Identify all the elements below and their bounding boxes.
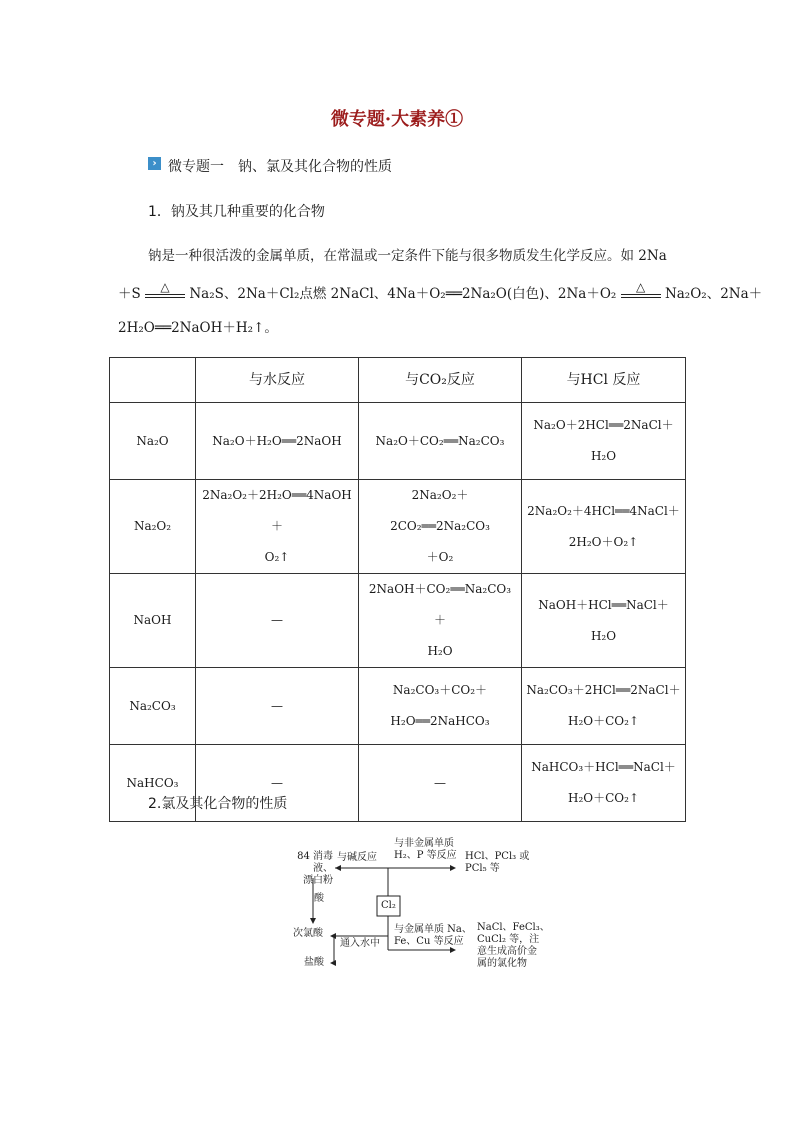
table-header-cell: 与HCl 反应	[522, 358, 686, 403]
subsection-sodium: 1．钠及其几种重要的化合物	[148, 204, 325, 220]
compound-cell: Na₂O	[110, 403, 196, 480]
diagram-text: CuCl₂ 等，注	[477, 934, 540, 945]
table-header-cell: 与CO₂反应	[359, 358, 522, 403]
equation-line: —	[271, 613, 283, 627]
product-hydrochloric-acid: 盐酸	[304, 957, 324, 968]
product-84-disinfectant	[283, 851, 333, 887]
equation-line: O₂↑	[264, 550, 290, 564]
equation-line: Na₂O＋2HCl══2NaCl＋	[533, 418, 674, 432]
product-nonmetal	[465, 851, 529, 875]
diagram-text: 意生成高价金	[477, 946, 537, 957]
diagram-text: 属的氯化物	[477, 958, 527, 969]
equation-line: H₂O＋CO₂↑	[568, 791, 639, 805]
equation-line: NaOH＋HCl══NaCl＋H₂O	[538, 597, 669, 643]
compound-cell: Na₂O₂	[110, 480, 196, 574]
page-title: 微专题·大素养①	[330, 109, 464, 130]
equation-line: Na₂O＋H₂O══2NaOH	[212, 433, 342, 448]
product-metal-chloride	[477, 922, 550, 970]
equation-line: —	[434, 775, 446, 790]
equation-line: 2Na₂O₂＋2CO₂══2Na₂CO₃	[390, 488, 490, 533]
compound-cell: NaHCO₃	[110, 745, 196, 822]
paragraph-line-1: 钠是一种很活泼的金属单质，在常温或一定条件下能与很多物质发生化学反应。如 2Na	[148, 248, 667, 264]
subsection-chlorine: 2.氯及其化合物的性质	[148, 796, 288, 812]
equation-line: H₂O══2NaHCO₃	[390, 714, 490, 728]
equation-line: —	[271, 698, 283, 713]
diagram-text: 84 消毒液、	[297, 851, 333, 874]
center-cl2: Cl₂	[381, 900, 396, 911]
chevron-right-icon: ›	[148, 157, 161, 170]
label-react-alkali: 与碱反应	[337, 852, 377, 863]
diagram-text: H₂、P 等反应	[394, 850, 457, 861]
compound-cell: NaOH	[110, 574, 196, 668]
diagram-text: 与金属单质 Na、	[394, 924, 472, 935]
equation-line: 2Na₂O₂＋2H₂O══4NaOH＋	[202, 488, 352, 533]
table-header-cell: 与水反应	[196, 358, 359, 403]
diagram-text: Fe、Cu 等反应	[394, 936, 464, 947]
heat-icon: △	[160, 279, 170, 294]
label-into-water: 通入水中	[340, 938, 380, 949]
label-react-metal	[394, 924, 472, 948]
equation-line: H₂O	[590, 449, 617, 463]
diagram-text: 漂白粉	[303, 875, 333, 886]
equation-fragment: Na₂O₂、2Na＋	[664, 286, 763, 302]
equation-line: H₂O	[427, 644, 453, 658]
equation-fragment: ＋S	[118, 286, 141, 302]
equation-line: 2Na₂O₂＋4HCl══4NaCl＋	[527, 503, 680, 518]
equation-line: 2H₂O＋O₂↑	[568, 534, 639, 549]
label-react-nonmetal	[394, 838, 457, 862]
equation-line: NaHCO₃＋HCl══NaCl＋	[531, 760, 676, 774]
equation-line: Na₂CO₃＋2HCl══2NaCl＋	[526, 683, 681, 697]
label-acid: 酸	[314, 893, 324, 904]
diagram-text: 与非金属单质	[394, 838, 454, 849]
diagram-text: PCl₅ 等	[465, 863, 500, 874]
equation-line: Na₂O＋CO₂══Na₂CO₃	[375, 433, 505, 448]
heat-icon: △	[636, 279, 646, 294]
compound-cell: Na₂CO₃	[110, 668, 196, 745]
equation-line: 2NaOH＋CO₂══Na₂CO₃＋	[368, 582, 512, 627]
equation-fragment: Na₂S、2Na＋Cl₂点燃 2NaCl、4Na＋O₂══2Na₂O(白色)、2Na＋O₂	[189, 286, 617, 302]
paragraph-line-3: 2H₂O══2NaOH＋H₂↑。	[118, 320, 278, 336]
equation-line: H₂O＋CO₂↑	[568, 714, 639, 728]
equation-line: Na₂CO₃＋CO₂＋	[392, 683, 488, 697]
product-hclo: 次氯酸	[293, 928, 323, 939]
equation-line: —	[271, 775, 283, 790]
diagram-text: NaCl、FeCl₃、	[477, 922, 550, 933]
equation-line: ＋O₂	[426, 550, 454, 564]
section-title: 微专题一 钠、氯及其化合物的性质	[168, 159, 392, 175]
diagram-text: HCl、PCl₃ 或	[465, 851, 530, 862]
